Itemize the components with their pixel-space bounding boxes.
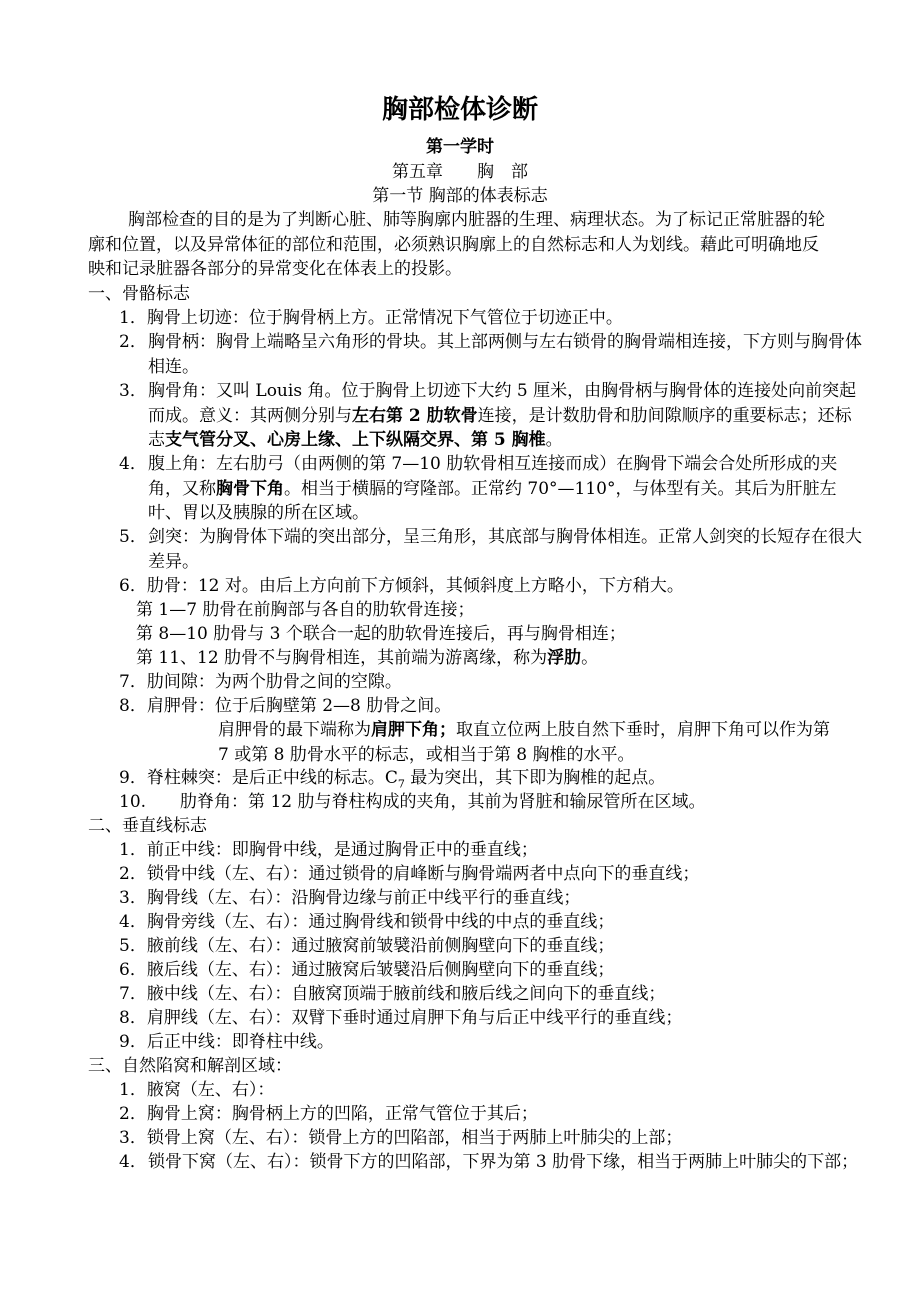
item-text-bold: 胸骨下角 xyxy=(216,478,284,499)
item-number: 3． xyxy=(119,381,147,401)
item-number: 4． xyxy=(119,454,147,474)
heading-bone-landmarks: 一、骨骼标志 xyxy=(88,284,190,304)
vertical-item-3: 3．胸骨线（左、右）：沿胸骨边缘与前正中线平行的垂直线； xyxy=(119,888,581,908)
item-text: 胸骨柄：胸骨上端略呈六角形的骨块。其上部两侧与左右锁骨的胸骨端相连接，下方则与胸骨体相连。 xyxy=(148,332,862,377)
vertical-item-9: 9．后正中线：即脊柱中线。 xyxy=(119,1032,334,1052)
bone-item-10: 10. 肋脊角：第 12 肋与脊柱构成的夹角，其前为肾脏和输尿管所在区域。 xyxy=(119,792,706,812)
vertical-item-6: 6．腋后线（左、右）：通过腋窝后皱襞沿后侧胸壁向下的垂直线； xyxy=(119,960,615,980)
vertical-item-8: 8．肩胛线（左、右）：双臂下垂时通过肩胛下角与后正中线平行的垂直线； xyxy=(119,1008,683,1028)
item-text: 取直立位两上肢自然下垂时，肩胛下角可以作为第 7 或第 8 肋骨水平的标志，或相当于第 8 胸椎的水平。 xyxy=(218,720,830,765)
fossa-item-3: 3．锁骨上窝（左、右）：锁骨上方的凹陷部，相当于两肺上叶肺尖的上部； xyxy=(119,1128,683,1148)
bone-item-6: 6．肋骨：12 对。由后上方向前下方倾斜，其倾斜度上方略小，下方稍大。 xyxy=(119,576,684,596)
heading-natural-fossae: 三、自然陷窝和解剖区域： xyxy=(88,1056,292,1076)
item-text: 腹上角：左右肋弓（由两侧的第 7—10 肋软骨相互连接而成）在胸骨下端会合处所形成的夹角，又称 xyxy=(148,454,838,499)
item-number: 5． xyxy=(119,527,147,547)
page-title: 胸部检体诊断 xyxy=(381,95,538,125)
vertical-item-4: 4．胸骨旁线（左、右）：通过胸骨线和锁骨中线的中点的垂直线； xyxy=(119,912,615,932)
item-text: 胸骨角：又叫 Louis 角。位于胸骨上切迹下大约 5 厘米，由胸骨柄与胸骨体的连接处向前突起而成。意义：其两侧分别与 xyxy=(148,381,857,426)
rib-note-2: 第 8—10 肋骨与 3 个联合一起的肋软骨连接后，再与胸骨相连； xyxy=(136,624,626,644)
heading-vertical-lines: 二、垂直线标志 xyxy=(88,816,207,836)
item-text: 剑突：为胸骨体下端的突出部分，呈三角形，其底部与胸骨体相连。正常人剑突的长短存在很大差异。 xyxy=(148,527,862,572)
subscript: 7 xyxy=(397,777,405,791)
item-text: 锁骨下窝（左、右）：锁骨下方的凹陷部，下界为第 3 肋骨下缘，相当于两肺上叶肺尖的下部； xyxy=(148,1152,859,1172)
bone-item-9 xyxy=(119,766,665,791)
item-text: 最为突出，其下即为胸椎的起点。 xyxy=(404,768,666,788)
item-text: 。 xyxy=(545,430,563,451)
bone-item-1: 1．胸骨上切迹：位于胸骨柄上方。正常情况下气管位于切迹正中。 xyxy=(119,308,623,328)
fossa-item-2: 2．胸骨上窝：胸骨柄上方的凹陷，正常气管位于其后； xyxy=(119,1104,538,1124)
item-text-bold: 浮肋 xyxy=(547,648,582,668)
item-text: 9．脊柱棘突：是后正中线的标志。C xyxy=(119,768,398,788)
vertical-item-1: 1．前正中线：即胸骨中线，是通过胸骨正中的垂直线； xyxy=(119,840,538,860)
vertical-item-5: 5．腋前线（左、右）：通过腋窝前皱襞沿前侧胸壁向下的垂直线； xyxy=(119,936,615,956)
vertical-item-7: 7．腋中线（左、右）：自腋窝顶端于腋前线和腋后线之间向下的垂直线； xyxy=(119,984,666,1004)
bone-item-3 xyxy=(119,379,862,453)
subtitle: 第一学时 xyxy=(426,137,494,157)
item-text: 连接，是计数肋骨和肋间隙顺序的重要标志；还标志 xyxy=(148,405,852,451)
item-text: 。 xyxy=(581,648,599,668)
item-number: 2． xyxy=(119,332,147,352)
bone-item-8: 8．肩胛骨：位于后胸壁第 2—8 肋骨之间。 xyxy=(119,696,452,716)
bone-item-5 xyxy=(119,525,862,574)
bone-item-2 xyxy=(119,330,862,379)
bone-item-8-detail xyxy=(218,718,833,767)
item-text: 第 11、12 肋骨不与胸骨相连，其前端为游离缘，称为 xyxy=(136,648,548,668)
vertical-item-2: 2．锁骨中线（左、右）：通过锁骨的肩峰断与胸骨端两者中点向下的垂直线； xyxy=(119,864,700,884)
item-text: 肩胛骨的最下端称为 xyxy=(218,720,371,740)
fossa-item-4 xyxy=(119,1150,862,1175)
fossa-item-1: 1．腋窝（左、右）： xyxy=(119,1080,275,1100)
rib-note-3 xyxy=(136,646,598,671)
chapter-heading: 第五章 胸 部 xyxy=(392,162,528,182)
item-text-bold: 左右第 2 肋软骨 xyxy=(352,405,478,426)
item-text-bold: 支气管分叉、心房上缘、上下纵隔交界、第 5 胸椎 xyxy=(165,430,546,451)
item-number: 4． xyxy=(119,1152,147,1172)
intro-paragraph: 胸部检查的目的是为了判断心脏、肺等胸廓内脏器的生理、病理状态。为了标记正常脏器的轮廓和位置，以及异常体征的部位和范围，必须熟识胸廓上的自然标志和人为划线。藉此可明确地反映和记录脏器各部分的异常变化在体表上的投影。 xyxy=(88,210,825,280)
bone-item-7: 7．肋间隙：为两个肋骨之间的空隙。 xyxy=(119,672,402,692)
item-text-bold: 肩胛下角； xyxy=(371,720,456,740)
rib-note-1: 第 1—7 肋骨在前胸部与各自的肋软骨连接； xyxy=(136,600,475,620)
item-text: 。相当于横膈的穹隆部。正常约 70°—110°，与体型有关。其后为肝脏左叶、胃以及胰腺的所在区域。 xyxy=(148,478,837,524)
bone-item-4 xyxy=(119,452,862,526)
section-heading: 第一节 胸部的体表标志 xyxy=(372,186,548,206)
